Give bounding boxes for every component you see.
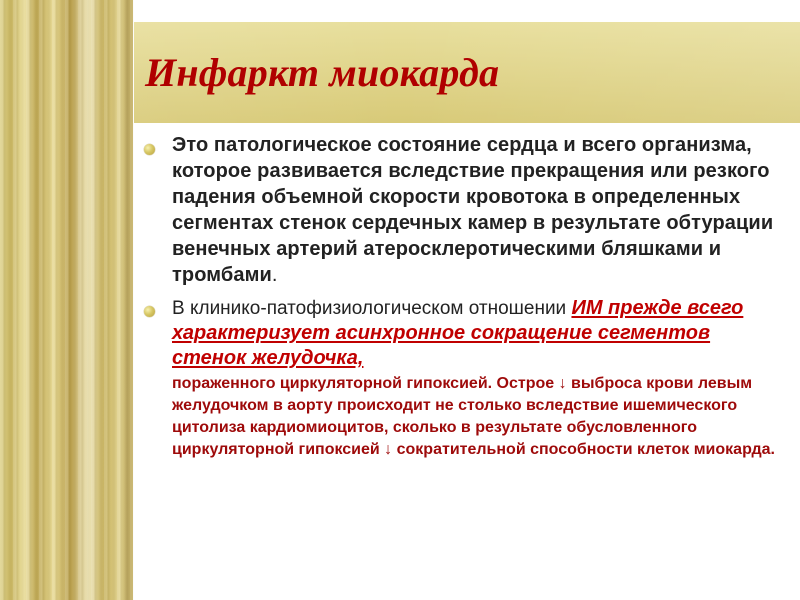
- bullet-1-suffix: .: [271, 264, 278, 286]
- left-panel-shadow: [122, 0, 134, 600]
- left-decorative-panel: [0, 0, 133, 600]
- bullet-1-main: Это патологическое состояние сердца и всего организма, которое развивается вследствие прекращения или резкого падения объемной скорости кровотока в определенных сегментах стенок сердечных камер в результате обтурации венечных артерий атеросклеротическими бляшками и тромбами: [172, 134, 774, 286]
- bullet-dot-icon: [144, 144, 155, 155]
- bullet-2-detail: пораженного циркуляторной гипоксией. Острое ↓ выброса крови левым желудочком в аорту происходит не столько вследствие ишемического цитолиза кардиомиоцитов, сколько в результате обусловленного циркуляторной гипоксией ↓ сократительной способности клеток миокарда.: [172, 375, 775, 458]
- bullet-2-text: [172, 296, 778, 461]
- bullet-2-lead: В клинико-патофизиологическом отношении: [172, 298, 572, 319]
- bullet-item-2: [138, 296, 778, 461]
- bullet-item-1: [138, 132, 778, 288]
- slide-title: Инфаркт миокарда: [145, 49, 500, 95]
- bullet-2-emphasis: ИМ прежде всего характеризует асинхронное сокращение сегментов стенок желудочка,: [172, 297, 744, 369]
- title-band: [134, 22, 800, 123]
- content-area: [138, 132, 778, 582]
- bullet-dot-icon: [144, 306, 155, 317]
- bullet-1-text: [172, 132, 778, 288]
